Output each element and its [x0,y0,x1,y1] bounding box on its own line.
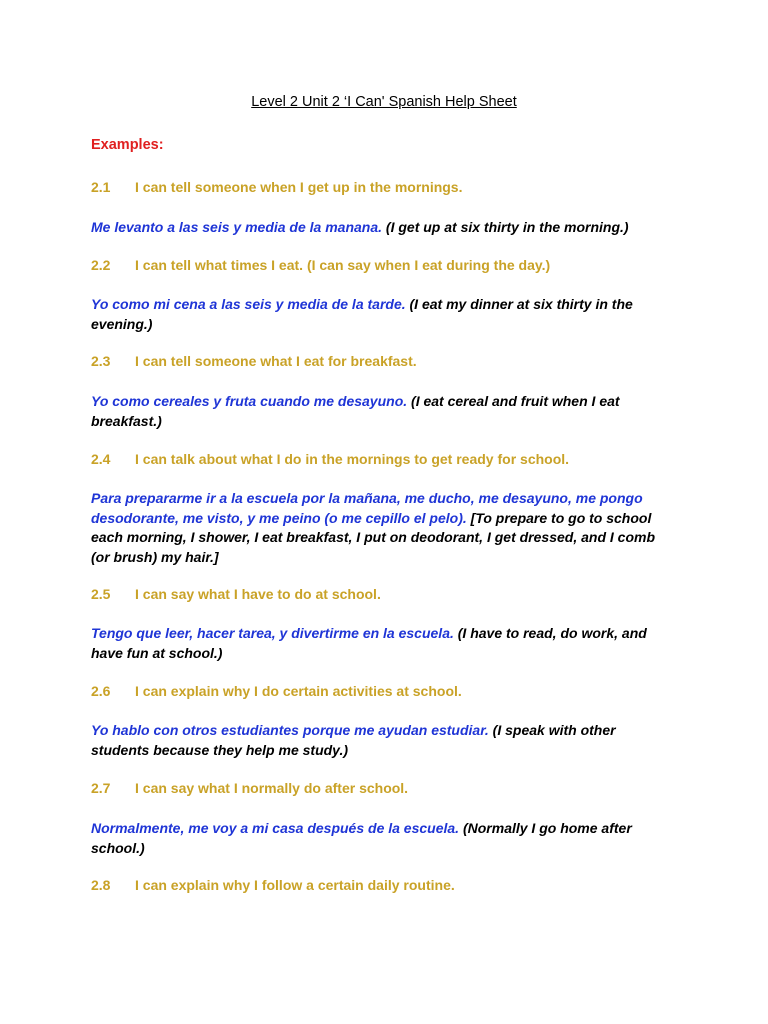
spanish-example: Yo hablo con otros estudiantes porque me ayudan estudiar. [91,722,489,738]
item-number: 2.4 [91,451,111,467]
example-2-2 [91,295,671,334]
spanish-example: Para prepararme ir a la escuela por la mañana, me ducho, me desayuno, me pongo desodorante, me visto, y me peino (o me cepillo el pelo). [91,490,643,526]
item-text: I can explain why I do certain activities at school. [135,683,462,699]
english-translation: (I have to read, do work, and have fun at school.) [91,625,647,661]
item-2-3 [91,353,417,369]
item-number: 2.3 [91,353,111,369]
item-number: 2.1 [91,179,111,195]
english-translation: (I eat my dinner at six thirty in the evening.) [91,296,633,332]
english-translation: (I get up at six thirty in the morning.) [382,219,629,235]
item-text: I can tell what times I eat. (I can say when I eat during the day.) [135,257,551,273]
spanish-example: Me levanto a las seis y media de la manana. [91,219,383,235]
spanish-example: Normalmente, me voy a mi casa después de la escuela. [91,820,460,836]
item-2-5 [91,586,381,602]
example-2-6 [91,721,671,760]
english-translation: (I eat cereal and fruit when I eat breakfast.) [91,393,620,429]
example-2-1 [91,218,671,238]
document-title: Level 2 Unit 2 ‘I Can' Spanish Help Sheet [251,94,517,110]
spanish-example: Yo como cereales y fruta cuando me desayuno. [91,393,408,409]
item-number: 2.2 [91,257,111,273]
example-2-5 [91,624,671,663]
item-number: 2.8 [91,877,111,893]
item-2-1 [91,179,462,195]
item-2-4 [91,451,569,467]
example-2-3 [91,392,671,431]
item-text: I can explain why I follow a certain daily routine. [135,877,455,893]
item-text: I can say what I normally do after school. [135,780,409,796]
item-2-7 [91,780,408,796]
english-translation: [To prepare to go to school each morning, I shower, I eat breakfast, I put on deodorant, I get dressed, and I comb (or brush) my hair.] [91,509,655,565]
item-number: 2.5 [91,586,111,602]
item-text: I can talk about what I do in the mornings to get ready for school. [135,451,570,467]
item-2-2 [91,257,550,273]
item-text: I can tell someone what I eat for breakfast. [135,353,417,369]
item-2-6 [91,683,462,699]
examples-heading: Examples: [91,137,164,153]
item-2-8 [91,877,455,893]
spanish-example: Yo como mi cena a las seis y media de la tarde. [91,296,406,312]
item-number: 2.6 [91,683,111,699]
example-2-7 [91,819,671,858]
english-translation: (I speak with other students because they help me study.) [91,722,616,758]
item-text: I can say what I have to do at school. [135,586,381,602]
item-number: 2.7 [91,780,111,796]
item-text: I can tell someone when I get up in the mornings. [135,179,463,195]
example-2-4 [91,489,671,567]
english-translation: (Normally I go home after school.) [91,820,632,856]
spanish-example: Tengo que leer, hacer tarea, y divertirme en la escuela. [91,625,454,641]
